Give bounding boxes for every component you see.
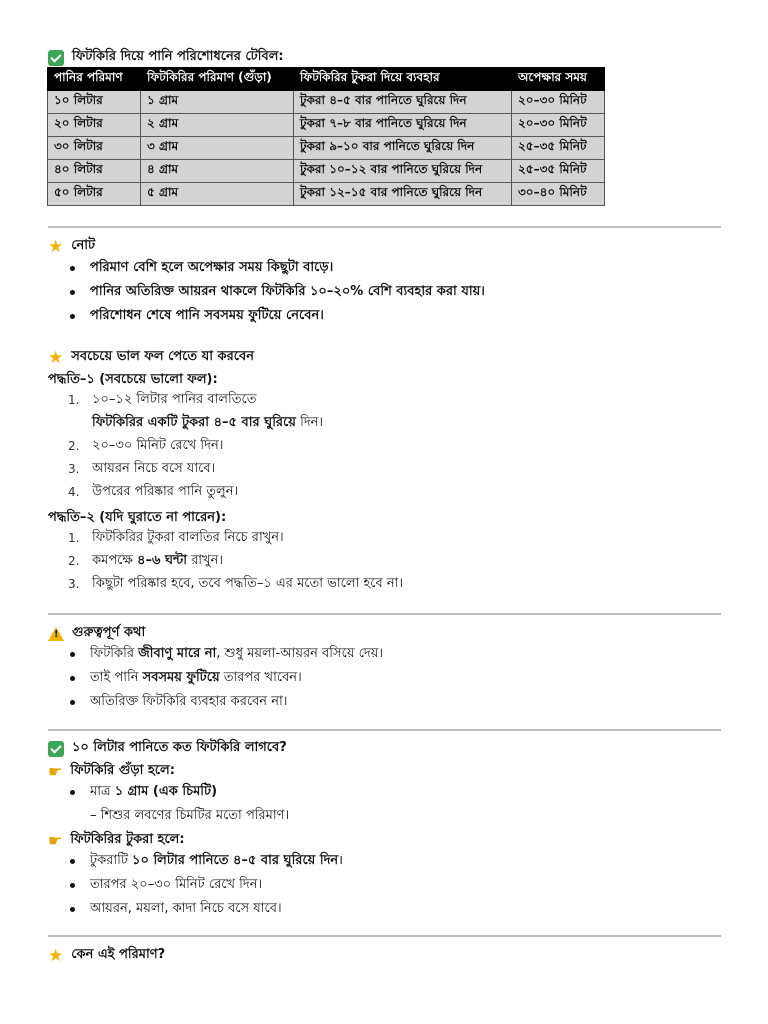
column-header: ফিটকিরির পরিমাণ (গুঁড়া) [141, 68, 294, 91]
step-text-bold: ফিটকিরির একটি টুকরা ৪–৫ বার ঘুরিয়ে [92, 415, 296, 430]
section-divider [48, 613, 721, 615]
section-divider [48, 935, 721, 937]
table-cell: ১০ লিটার [48, 91, 141, 114]
step-text: দিন। [295, 415, 324, 430]
list-number: 1. [68, 393, 80, 407]
list-item: তারপর ২০–৩০ মিনিট রেখে দিন। [68, 875, 343, 899]
table-cell: টুকরা ৪–৫ বার পানিতে ঘুরিয়ে দিন [294, 91, 512, 114]
star-icon: ★ [48, 945, 64, 966]
list-item [68, 851, 343, 875]
check-icon [48, 741, 64, 757]
step-text-bold: ৪–৬ ঘন্টা [137, 553, 187, 568]
note-list [68, 258, 485, 330]
table-cell: টুকরা ১২–১৫ বার পানিতে ঘুরিয়ে দিন [294, 183, 512, 206]
powder-title: ফিটকিরি গুঁড়া হলে: [70, 763, 175, 778]
step-text: ২০–৩০ মিনিট রেখে দিন। [92, 438, 224, 453]
important-heading [48, 623, 145, 644]
table-cell: ৩০ লিটার [48, 137, 141, 160]
star-icon: ★ [48, 347, 64, 368]
column-header: অপেক্ষার সময় [512, 68, 605, 91]
ten-litre-title: ১০ লিটার পানিতে কত ফিটকিরি লাগবে? [72, 740, 287, 755]
warning-icon [48, 627, 64, 641]
list-item: পরিমাণ বেশি হলে অপেক্ষার সময় কিছুটা বাড়ে। [68, 258, 485, 282]
step-text: কমপক্ষে [92, 553, 138, 568]
ten-litre-heading [48, 738, 287, 759]
best-result-title: সবচেয়ে ভাল ফল পেতে যা করবেন [71, 349, 254, 364]
list-number: 3. [68, 577, 80, 591]
step-text: আয়রন নিচে বসে যাবে। [92, 461, 216, 476]
table-cell: ২ গ্রাম [141, 114, 294, 137]
list-item: পানির অতিরিক্ত আয়রন থাকলে ফিটকিরি ১০–২০% বেশি ব্যবহার করা যায়। [68, 282, 485, 306]
step-text: উপরের পরিষ্কার পানি তুলুন। [92, 484, 239, 499]
table-cell: টুকরা ৭–৮ বার পানিতে ঘুরিয়ে দিন [294, 114, 512, 137]
list-item [68, 668, 383, 692]
item-text: টুকরাটি [90, 853, 133, 868]
section-divider [48, 729, 721, 731]
item-text-bold: সবসময় ফুটিয়ে [142, 670, 220, 685]
check-icon [48, 50, 64, 66]
table-cell: ৩ গ্রাম [141, 137, 294, 160]
list-item [68, 390, 323, 413]
list-number: 3. [68, 462, 80, 476]
item-text-bold: ১ গ্রাম (এক চিমটি) [114, 784, 218, 799]
powder-list [68, 782, 217, 806]
item-text-bold: ১০ লিটার পানিতে ৪–৫ বার ঘুরিয়ে দিন [132, 853, 339, 868]
list-item [68, 574, 403, 597]
table-cell: টুকরা ১০–১২ বার পানিতে ঘুরিয়ে দিন [294, 160, 512, 183]
column-header: ফিটকিরির টুকরা দিয়ে ব্যবহার [294, 68, 512, 91]
table-cell: ২৫–৩৫ মিনিট [512, 137, 605, 160]
table-cell: ৩০–৪০ মিনিট [512, 183, 605, 206]
list-item [68, 482, 323, 505]
note-heading [48, 236, 95, 257]
table-section-heading [48, 47, 284, 68]
list-item [68, 528, 403, 551]
item-text: মাত্র [90, 784, 115, 799]
list-number: 2. [68, 554, 80, 568]
table-row [48, 114, 605, 137]
list-item-continuation [68, 413, 323, 436]
table-cell: ১ গ্রাম [141, 91, 294, 114]
step-text: রাখুন। [186, 553, 223, 568]
item-text: তারপর খাবেন। [219, 670, 302, 685]
table-cell: ৫ গ্রাম [141, 183, 294, 206]
table-cell: ২০–৩০ মিনিট [512, 114, 605, 137]
piece-list [68, 851, 343, 923]
list-item [68, 459, 323, 482]
powder-note: – শিশুর লবণের চিমটির মতো পরিমাণ। [90, 808, 290, 823]
table-cell: ২০ লিটার [48, 114, 141, 137]
important-title: গুরুত্বপূর্ণ কথা [72, 625, 146, 640]
item-text: ফিটকিরি [90, 646, 139, 661]
pointing-hand-icon: ☛ [48, 830, 63, 850]
column-header: পানির পরিমাণ [48, 68, 141, 91]
step-text: কিছুটা পরিষ্কার হবে, তবে পদ্ধতি–১ এর মতো ভালো হবে না। [92, 576, 404, 591]
step-text: ফিটকিরির টুকরা বালতির নিচে রাখুন। [92, 530, 284, 545]
list-item: অতিরিক্ত ফিটকিরি ব্যবহার করবেন না। [68, 692, 383, 716]
why-heading [48, 945, 165, 966]
list-item [68, 436, 323, 459]
list-number: 1. [68, 531, 80, 545]
item-text-bold: জীবাণু মারে না [138, 646, 217, 661]
table-row [48, 183, 605, 206]
table-cell: ৪ গ্রাম [141, 160, 294, 183]
list-item: পরিশোধন শেষে পানি সবসময় ফুটিয়ে নেবেন। [68, 306, 485, 330]
method1-title: পদ্ধতি–১ (সবচেয়ে ভালো ফল): [48, 372, 218, 387]
table-cell: ২০–৩০ মিনিট [512, 91, 605, 114]
table-section-title: ফিটকিরি দিয়ে পানি পরিশোধনের টেবিল: [72, 49, 284, 64]
list-item [68, 644, 383, 668]
piece-title: ফিটকিরির টুকরা হলে: [70, 832, 185, 847]
powder-heading [48, 761, 175, 782]
star-icon: ★ [48, 236, 64, 257]
section-divider [48, 226, 721, 228]
method2-title: পদ্ধতি–২ (যদি ঘুরাতে না পারেন): [48, 510, 227, 525]
step-text: ১০–১২ লিটার পানির বালতিতে [92, 392, 257, 407]
item-text: তাই পানি [90, 670, 143, 685]
table-header-row [48, 68, 605, 91]
note-title: নোট [71, 238, 96, 253]
piece-heading [48, 830, 185, 851]
list-number: 2. [68, 439, 80, 453]
item-text: , শুধু ময়লা-আয়রন বসিয়ে দেয়। [216, 646, 384, 661]
table-cell: ৫০ লিটার [48, 183, 141, 206]
alum-dosage-table [47, 67, 605, 206]
list-number: 4. [68, 485, 80, 499]
why-title: কেন এই পরিমাণ? [71, 947, 166, 962]
list-item: আয়রন, ময়লা, কাদা নিচে বসে যাবে। [68, 899, 343, 923]
list-item [68, 782, 217, 806]
list-item [68, 551, 403, 574]
best-result-heading [48, 347, 254, 368]
pointing-hand-icon: ☛ [48, 761, 63, 781]
method2-steps [68, 528, 403, 597]
table-row [48, 91, 605, 114]
table-row [48, 137, 605, 160]
table-cell: ৪০ লিটার [48, 160, 141, 183]
table-cell: টুকরা ৯–১০ বার পানিতে ঘুরিয়ে দিন [294, 137, 512, 160]
table-cell: ২৫–৩৫ মিনিট [512, 160, 605, 183]
item-text: । [338, 853, 344, 868]
important-list [68, 644, 383, 716]
method1-steps [68, 390, 323, 505]
table-row [48, 160, 605, 183]
